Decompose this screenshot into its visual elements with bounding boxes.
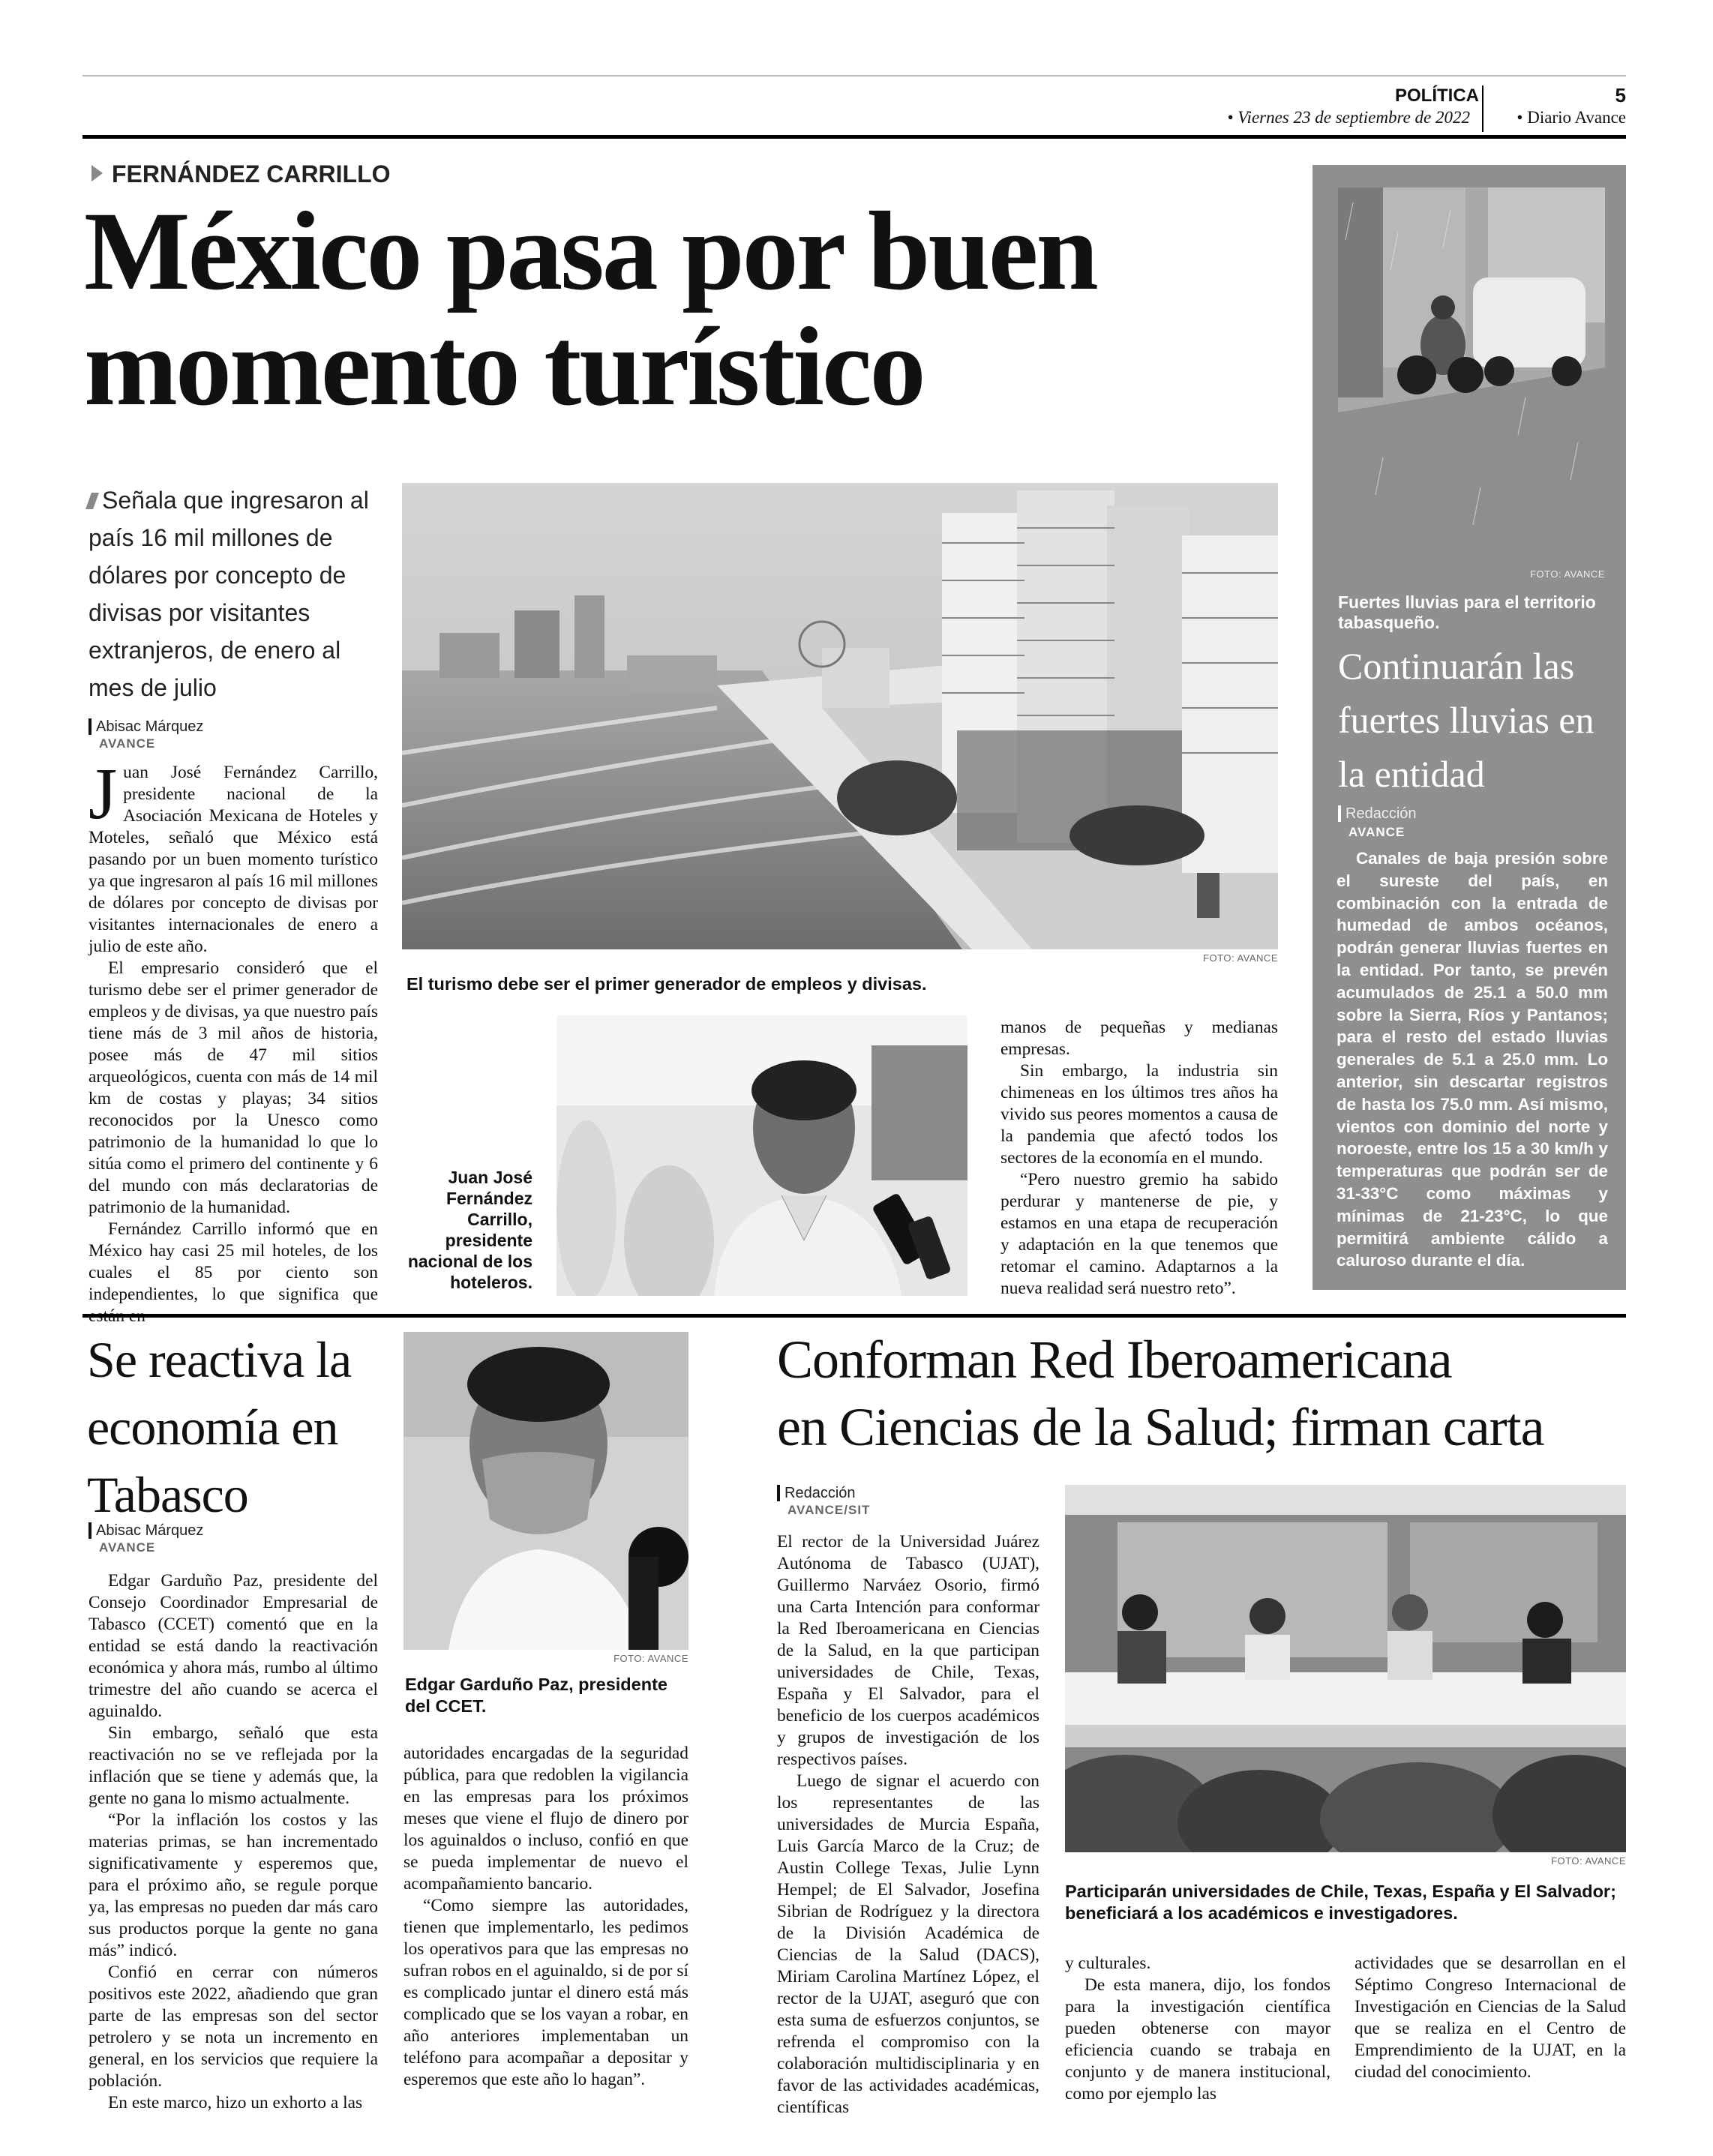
- lead-paragraph: El empresario consideró que el turismo debe ser el primer generador de empleos y de divisas, ya que nuestro país tiene más de 3 mil años de historia, posee más de 47 mil sitios arqueológicos, cuenta con más de 14 mil km de costas y playas; 34 sitios reconocidos por la Unesco como patrimonio de la humanidad lo que lo sitúa como el primero del continente y 6 del mundo con más declaratorias de patrimonio de la humanidad.: [88, 958, 378, 1217]
- kicker-text: FERNÁNDEZ CARRILLO: [112, 160, 391, 187]
- signing-ceremony-photo: [1065, 1485, 1626, 1852]
- lead-headline-line2: momento turístico: [84, 304, 924, 429]
- beach-photo-credit: FOTO: AVANCE: [1203, 952, 1278, 964]
- story3-column-1: [777, 1531, 1040, 2119]
- story2-paragraph: “Por la inflación los costos y las materias primas, se han incrementado significativamente y esperemos que, para el próximo año, se regule porque ya, las empresas no pueden dar más caro sus productos porque la gente no gana más” indicó.: [88, 1810, 378, 1960]
- lead-deck: [88, 481, 388, 706]
- lead-paragraph: manos de pequeñas y medianas empresas.: [1000, 1018, 1278, 1059]
- lead-byline-org: AVANCE: [99, 736, 156, 751]
- deck-text: Señala que ingresaron al país 16 mil millones de dólares por concepto de divisas por visitantes extranjeros, de enero al mes de julio: [88, 487, 369, 701]
- signing-photo-credit: FOTO: AVANCE: [1551, 1855, 1626, 1867]
- deck-marker-icon: [86, 493, 99, 509]
- story3-column-2: [1065, 1953, 1330, 2105]
- lead-paragraph: uan José Fernández Carrillo, presidente nacional de la Asociación Mexicana de Hoteles y Moteles, señaló que México está pasando por un buen momento turístico ya que ingresaron al país 16 mil millones de dólares por concepto de divisas por visitantes internacionales de enero a julio de este año.: [88, 763, 378, 956]
- story3-headline-line1: Conforman Red Iberoamericana: [777, 1330, 1452, 1390]
- rain-photo-caption: Fuertes lluvias para el territorio tabasqueño.: [1338, 592, 1596, 632]
- header-divider: [1482, 85, 1484, 132]
- story2-byline-author: Abisac Márquez: [88, 1522, 203, 1539]
- kicker-arrow-icon: [92, 165, 103, 181]
- signing-photo-caption: Participarán universidades de Chile, Texas, España y El Salvador; beneficiará a los académicos e investigadores.: [1065, 1882, 1616, 1923]
- section-divider: [82, 1314, 1626, 1318]
- rain-byline-org: AVANCE: [1348, 825, 1406, 839]
- fernandez-carrillo-photo: [556, 1015, 968, 1296]
- story2-byline-org: AVANCE: [99, 1540, 156, 1555]
- story2-paragraph: En este marco, hizo un exhorto a las: [108, 2093, 363, 2113]
- kicker: [92, 160, 391, 188]
- header-rule: [82, 135, 1626, 139]
- rain-body-text: Canales de baja presión sobre el sureste del país, en combinación con la entrada de humedad de ambos océanos, podrán generar lluvias fuertes en la entidad. Por tanto, se prevén acumulados de 25.1 a 50.0 mm sobre la Sierra, Ríos y Pantanos; para el resto del estado lluvias generales de 5.1 a 25.0 mm. Lo anterior, sin descartar registros de hasta los 75.0 mm. Así mismo, vientos con dominio del norte y noroeste, entre los 15 a 30 km/h y temperaturas que podrán ser de 31-33°C como máximas y mínimas de 21-23°C, lo que permitirá ambiente cálido a caluroso durante el día.: [1336, 849, 1608, 1270]
- story2-paragraph: Sin embargo, señaló que esta reactivación no se ve reflejada por la inflación que se tiene y además que, la gente no gana lo mismo actualmente.: [88, 1723, 378, 1808]
- lead-headline: [84, 189, 1314, 429]
- beach-photo-caption: El turismo debe ser el primer generador de empleos y divisas.: [406, 974, 927, 994]
- story3-paragraph: y culturales.: [1065, 1954, 1151, 1973]
- story3-paragraph: De esta manera, dijo, los fondos para la investigación científica pueden obtenerse con mayor eficiencia cuando se trabaja en conjunto y de manera institucional, como por ejemplo las: [1065, 1975, 1330, 2104]
- garduno-photo-caption: Edgar Garduño Paz, presidente del CCET.: [405, 1675, 668, 1716]
- rain-byline-author: Redacción: [1338, 805, 1417, 822]
- portrait-caption: Juan José Fernández Carrillo, presidente nacional de los hoteleros.: [407, 1168, 532, 1292]
- story2-column-2: [404, 1743, 688, 2091]
- issue-date: • Viernes 23 de septiembre de 2022: [1227, 108, 1470, 127]
- story3-byline-author: Redacción: [777, 1485, 856, 1501]
- rain-motorcycle-photo: [1338, 187, 1605, 565]
- page-number: 5: [1615, 84, 1626, 106]
- lead-byline-author: Abisac Márquez: [88, 718, 203, 735]
- story3-column-3: [1354, 1953, 1626, 2083]
- story3-headline-line2: en Ciencias de la Salud; firman carta: [777, 1397, 1544, 1457]
- lead-paragraph: “Pero nuestro gremio ha sabido perdurar y mantenerse de pie, y estamos en una etapa de recuperación y adaptación en la que tenemos que retomar el camino. Adaptarnos a la nueva realidad será nuestro reto”.: [1000, 1170, 1278, 1298]
- top-thin-rule: [82, 75, 1626, 76]
- section-label: POLÍTICA: [1395, 85, 1479, 106]
- rain-body: [1336, 847, 1608, 1272]
- paper-name: • Diario Avance: [1516, 108, 1626, 127]
- rain-photo-credit: FOTO: AVANCE: [1530, 568, 1605, 580]
- story2-column-1: [88, 1570, 378, 2114]
- story2-paragraph: Confió en cerrar con números positivos este 2022, añadiendo que gran parte de las empresas son del sector petrolero y se nota un incremento en general, en los servicios que requiere la población.: [88, 1963, 378, 2091]
- dropcap: J: [88, 754, 118, 835]
- story3-headline: [777, 1326, 1632, 1461]
- story3-paragraph: actividades que se desarrollan en el Séptimo Congreso Internacional de Investigación en Ciencias de la Salud que se realiza en el Centro de Emprendimiento de la UJAT, en la ciudad del conocimiento.: [1354, 1954, 1626, 2082]
- lead-column-3: [1000, 1017, 1278, 1300]
- story2-paragraph: “Como siempre las autoridades, tienen que implementarlo, les pedimos los operativos para que las empresas no sufran robos en el aguinaldo, si de por sí es complicado juntar el dinero está más complicado que se los vayan a robar, en año anteriores implementaban un teléfono para acompañar a depositar y esperemos que este año lo hagan”.: [404, 1896, 688, 2089]
- beach-hotels-photo: [402, 483, 1278, 949]
- story3-byline-org: AVANCE/SIT: [788, 1503, 871, 1517]
- rain-headline: Continuarán las fuertes lluvias en la entidad: [1338, 645, 1594, 795]
- story2-paragraph: Edgar Garduño Paz, presidente del Consejo Coordinador Empresarial de Tabasco (CCET) comentó que en la entidad se está dando la reactivación económica y ahora más, rumbo al último trimestre del año cuando se acerca el aguinaldo.: [88, 1571, 378, 1721]
- story3-paragraph: El rector de la Universidad Juárez Autónoma de Tabasco (UJAT), Guillermo Narváez Osorio, firmó una Carta Intención para conformar la Red Iberoamericana en Ciencias de la Salud, en la que participan universidades de Chile, Texas, España y El Salvador, para el beneficio de los cuerpos académicos y grupos de investigación de los respectivos países.: [777, 1532, 1040, 1769]
- lead-paragraph: Sin embargo, la industria sin chimeneas en los últimos tres años ha vivido sus peores momentos a causa de la pandemia que afectó todos los sectores de la economía en el mundo.: [1000, 1061, 1278, 1168]
- lead-column-1: [88, 754, 378, 1327]
- lead-headline-line1: México pasa por buen: [84, 189, 1096, 313]
- story3-paragraph: Luego de signar el acuerdo con los representantes de las universidades de Murcia España, Luis García Marco de la Cruz; de Austin College Texas, Julie Lynn Hempel; de El Salvador, Josefina Sibrian de Rodríguez y la directora de la División Académica de Ciencias de la Salud (DACS), Miriam Carolina Martínez López, el rector de la UJAT, aseguró que con esta suma de esfuerzos conjuntos, se refrenda el compromiso con la colaboración multidisciplinaria y en favor de las actividades académicas, científicas: [777, 1771, 1040, 2117]
- story2-headline: Se reactiva la economía en Tabasco: [87, 1331, 352, 1523]
- story2-paragraph: autoridades encargadas de la seguridad pública, para que redoblen la vigilancia en las empresas para los próximos meses que viene el flujo de dinero por los aguinaldos o incluso, confió en que se pueda implementar de nuevo el acompañamiento bancario.: [404, 1744, 688, 1894]
- garduno-paz-photo: [404, 1332, 688, 1650]
- lead-paragraph: Fernández Carrillo informó que en México hay casi 25 mil hoteles, de los cuales el 85 por ciento son independientes, lo que significa que: [88, 1219, 378, 1304]
- garduno-photo-credit: FOTO: AVANCE: [614, 1653, 688, 1664]
